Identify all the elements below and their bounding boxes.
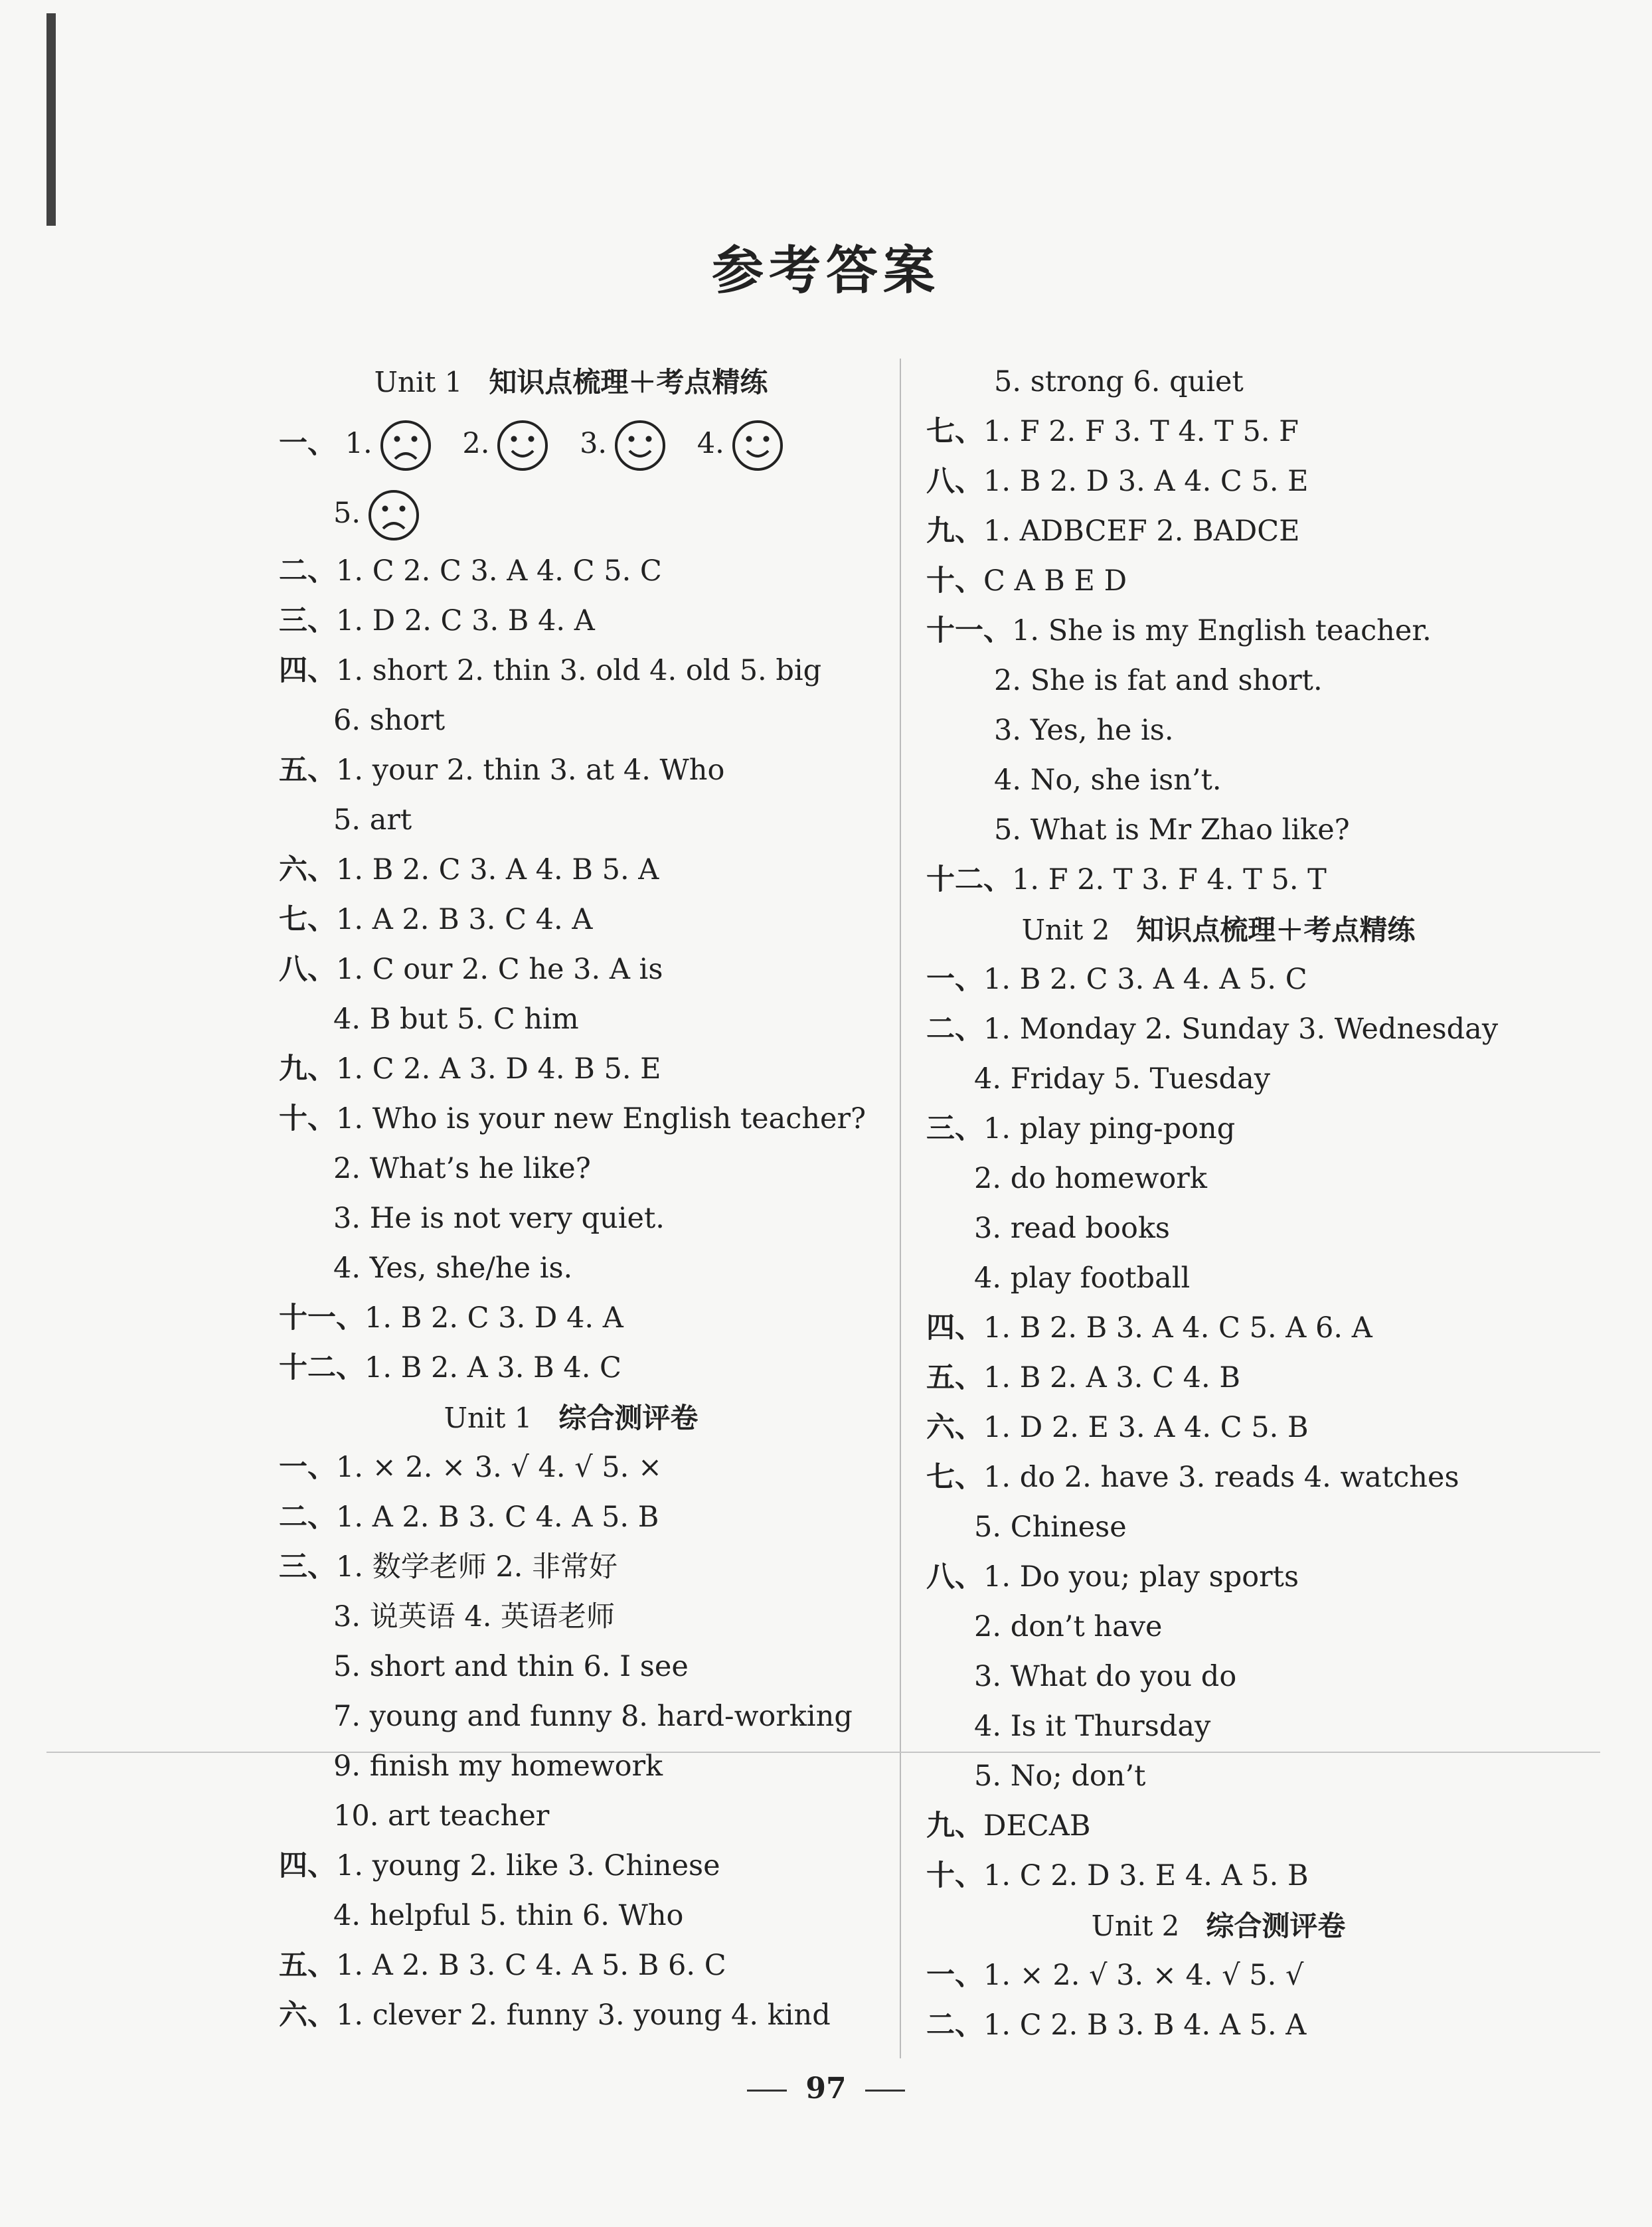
answer-line: 2. She is fat and short.	[994, 664, 1323, 697]
answer-line: 五、1. A 2. B 3. C 4. A 5. B 6. C	[279, 1949, 726, 1982]
answer-line: 2. What’s he like?	[333, 1152, 591, 1185]
answer-line: 6. short	[333, 704, 446, 737]
answer-line: 5. strong 6. quiet	[994, 365, 1244, 398]
left-column	[279, 357, 867, 2040]
answer-line: 5. No; don’t	[974, 1760, 1146, 1793]
section-heading: Unit 1 知识点梳理＋考点精练	[374, 366, 768, 398]
answer-line: 三、1. 数学老师 2. 非常好	[279, 1550, 618, 1584]
page-number-dash	[747, 2090, 787, 2092]
answer-line: 三、1. D 2. C 3. B 4. A	[279, 604, 595, 637]
answer-line: 10. art teacher	[333, 1799, 550, 1833]
answer-line: 一、1. × 2. × 3. √ 4. √ 5. ×	[279, 1451, 663, 1484]
answer-line: 七、1. do 2. have 3. reads 4. watches	[926, 1461, 1459, 1494]
answer-line: 九、1. C 2. A 3. D 4. B 5. E	[279, 1052, 661, 1086]
answer-line: 九、DECAB	[926, 1809, 1091, 1843]
page-title: 参考答案	[711, 240, 940, 301]
answer-line: 三、1. play ping-pong	[926, 1112, 1236, 1145]
answer-line: 5. Chinese	[974, 1511, 1127, 1544]
answer-line: 4. Is it Thursday	[974, 1710, 1211, 1743]
answer-line: 4. play football	[974, 1262, 1191, 1295]
answer-line: 4. B but 5. C him	[333, 1003, 579, 1036]
answer-line: 二、1. C 2. B 3. B 4. A 5. A	[926, 2009, 1307, 2042]
answer-line: 4. helpful 5. thin 6. Who	[333, 1899, 684, 1932]
answer-line: 四、1. short 2. thin 3. old 4. old 5. big	[279, 654, 822, 687]
answer-line: 九、1. ADBCEF 2. BADCE	[926, 515, 1300, 548]
sad-face-icon	[367, 489, 420, 542]
answer-line: 六、1. B 2. C 3. A 4. B 5. A	[279, 853, 659, 886]
answer-line: 4. Friday 5. Tuesday	[974, 1062, 1270, 1096]
answer-line: 2. do homework	[974, 1162, 1207, 1195]
answer-line: 五、1. your 2. thin 3. at 4. Who	[279, 754, 725, 787]
answer-line: 十一、1. She is my English teacher.	[926, 614, 1432, 647]
answer-line: 一、1. × 2. √ 3. × 4. √ 5. √	[926, 1959, 1304, 1992]
right-column	[926, 357, 1511, 2050]
answer-line: 十一、1. B 2. C 3. D 4. A	[279, 1301, 623, 1335]
answer-line: 3. Yes, he is.	[994, 714, 1174, 747]
answer-line: 一、 1. 2. 3. 4.	[279, 407, 863, 480]
answer-line: 3. 说英语 4. 英语老师	[333, 1600, 616, 1633]
answer-line: 3. read books	[974, 1212, 1170, 1245]
answer-line: 八、1. C our 2. C he 3. A is	[279, 953, 663, 986]
happy-face-icon	[614, 419, 667, 472]
answer-line: 5.	[279, 480, 863, 546]
scan-edge-mark	[46, 13, 56, 226]
happy-face-icon	[731, 419, 784, 472]
answer-line: 2. don’t have	[974, 1610, 1163, 1643]
answer-line: 四、1. young 2. like 3. Chinese	[279, 1849, 720, 1882]
answer-line: 八、1. B 2. D 3. A 4. C 5. E	[926, 465, 1309, 498]
section-heading: Unit 2 知识点梳理＋考点精练	[1021, 914, 1416, 946]
answer-line: 四、1. B 2. B 3. A 4. C 5. A 6. A	[926, 1311, 1372, 1345]
answer-line: 5. art	[333, 803, 412, 837]
answer-line: 3. What do you do	[974, 1660, 1237, 1693]
section-heading: Unit 2 综合测评卷	[1091, 1910, 1346, 1942]
answer-line: 十、1. C 2. D 3. E 4. A 5. B	[926, 1859, 1309, 1892]
answer-line: 七、1. A 2. B 3. C 4. A	[279, 903, 593, 936]
answer-line: 六、1. D 2. E 3. A 4. C 5. B	[926, 1411, 1309, 1444]
page-number-dash	[865, 2090, 905, 2092]
answer-line: 二、1. A 2. B 3. C 4. A 5. B	[279, 1501, 659, 1534]
section-heading: Unit 1 综合测评卷	[444, 1402, 699, 1434]
answer-line: 4. No, she isn’t.	[994, 764, 1222, 797]
answer-line: 二、1. C 2. C 3. A 4. C 5. C	[279, 554, 662, 588]
answer-line: 二、1. Monday 2. Sunday 3. Wednesday	[926, 1013, 1499, 1046]
happy-face-icon	[496, 419, 549, 472]
answer-line: 一、1. B 2. C 3. A 4. A 5. C	[926, 963, 1307, 996]
answer-line: 八、1. Do you; play sports	[926, 1560, 1299, 1594]
answer-line: 六、1. clever 2. funny 3. young 4. kind	[279, 1999, 831, 2032]
answer-line: 5. short and thin 6. I see	[333, 1650, 689, 1683]
answer-line: 9. finish my homework	[333, 1750, 663, 1783]
answer-line: 十二、1. B 2. A 3. B 4. C	[279, 1351, 621, 1384]
page-number: 97	[0, 2072, 1652, 2105]
answer-line: 十、1. Who is your new English teacher?	[279, 1102, 867, 1135]
answer-line: 十二、1. F 2. T 3. F 4. T 5. T	[926, 863, 1327, 896]
answer-line: 7. young and funny 8. hard-working	[333, 1700, 853, 1733]
answer-line: 五、1. B 2. A 3. C 4. B	[926, 1361, 1240, 1394]
column-divider	[900, 359, 901, 2058]
answer-line: 3. He is not very quiet.	[333, 1202, 665, 1235]
answer-line: 4. Yes, she/he is.	[333, 1252, 573, 1285]
answer-line: 十、C A B E D	[926, 564, 1127, 598]
answer-line: 5. What is Mr Zhao like?	[994, 813, 1350, 847]
sad-face-icon	[379, 419, 432, 472]
answer-line: 七、1. F 2. F 3. T 4. T 5. F	[926, 415, 1299, 448]
